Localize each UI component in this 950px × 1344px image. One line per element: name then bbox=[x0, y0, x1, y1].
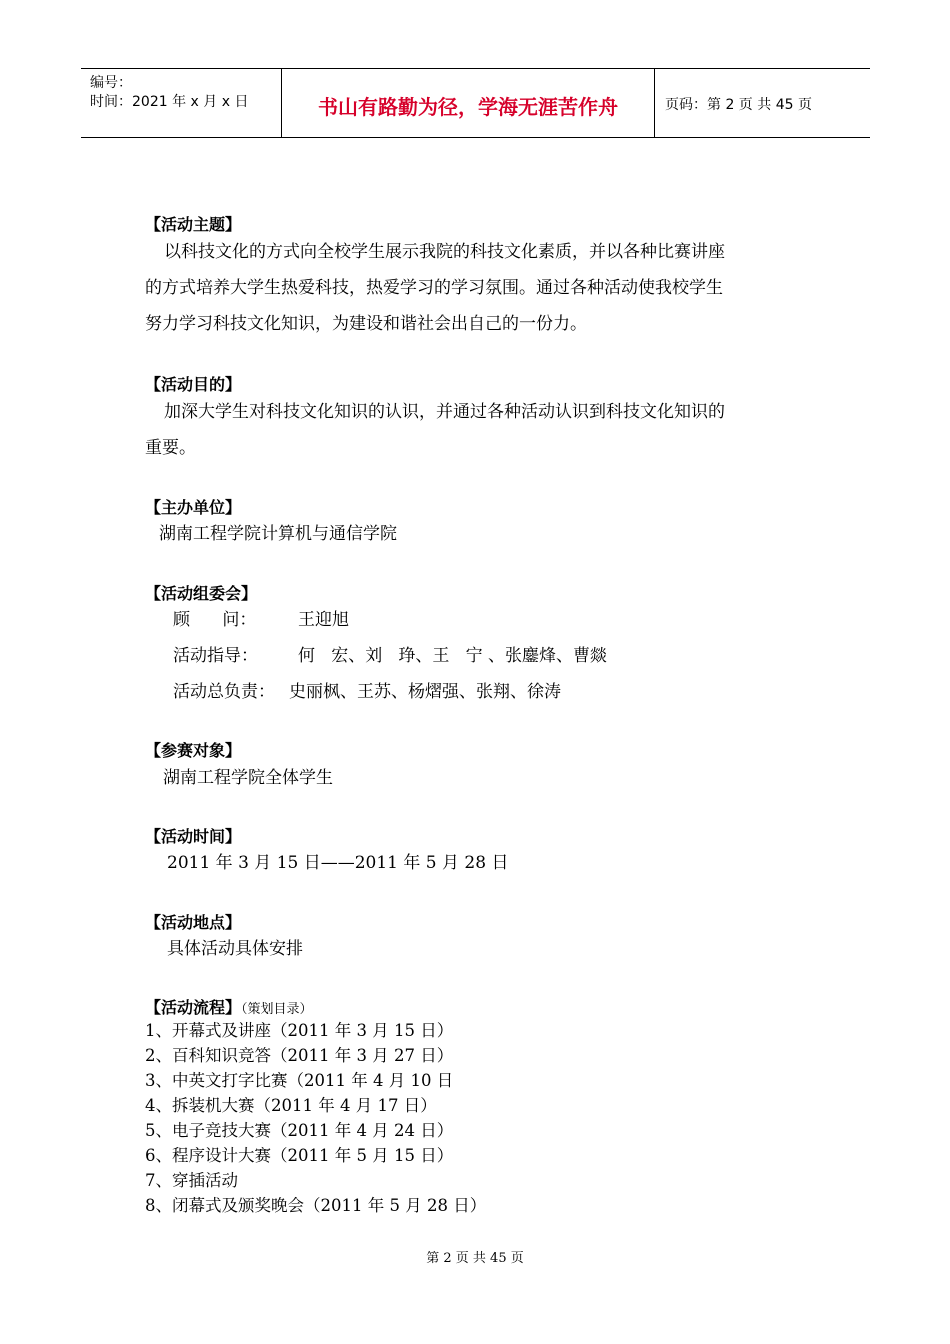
committee-value-advisor: 王迎旭 bbox=[298, 610, 349, 630]
list-item: 7、穿插活动 bbox=[145, 1171, 238, 1190]
list-item: 3、中英文打字比赛（2011 年 4 月 10 日 bbox=[145, 1071, 454, 1090]
header-page-cell bbox=[654, 69, 871, 137]
theme-line-3: 努力学习科技文化知识，为建设和谐社会出自己的一份力。 bbox=[145, 314, 587, 334]
list-item: 1、开幕式及讲座（2011 年 3 月 15 日） bbox=[145, 1021, 454, 1040]
section-title-host: 【主办单位】 bbox=[145, 498, 242, 517]
theme-line-1: 以科技文化的方式向全校学生展示我院的科技文化素质，并以各种比赛讲座 bbox=[164, 242, 725, 262]
document-time-label: 时间：2021 年 x 月 x 日 bbox=[90, 94, 249, 110]
document-number-label: 编号： bbox=[90, 75, 132, 91]
committee-value-lead: 史丽枫、王苏、杨熠强、张翔、徐涛 bbox=[289, 682, 561, 702]
committee-label-guidance: 活动指导： bbox=[173, 646, 258, 666]
committee-value-guidance: 何 宏、刘 琤、王 宁 、张鏖烽、曹燚 bbox=[298, 646, 608, 666]
place-text: 具体活动具体安排 bbox=[167, 939, 303, 959]
list-item: 8、闭幕式及颁奖晚会（2011 年 5 月 28 日） bbox=[145, 1196, 487, 1215]
theme-line-2: 的方式培养大学生热爱科技，热爱学习的学习氛围。通过各种活动使我校学生 bbox=[145, 278, 723, 298]
committee-label-advisor: 顾 问： bbox=[173, 610, 257, 630]
list-item: 2、百科知识竞答（2011 年 3 月 27 日） bbox=[145, 1046, 454, 1065]
flow-list bbox=[145, 1018, 486, 1218]
section-title-participants: 【参赛对象】 bbox=[145, 741, 242, 760]
host-text: 湖南工程学院计算机与通信学院 bbox=[159, 524, 397, 544]
flow-note: （策划目录） bbox=[241, 1002, 313, 1017]
section-title-theme: 【活动主题】 bbox=[145, 215, 242, 234]
header-motto: 书山有路勤为径，学海无涯苦作舟 bbox=[318, 95, 618, 119]
list-item: 6、程序设计大赛（2011 年 5 月 15 日） bbox=[145, 1146, 454, 1165]
section-title-place: 【活动地点】 bbox=[145, 913, 242, 932]
list-item: 4、拆装机大赛（2011 年 4 月 17 日） bbox=[145, 1096, 437, 1115]
committee-label-lead: 活动总负责： bbox=[173, 682, 275, 702]
time-text: 2011 年 3 月 15 日——2011 年 5 月 28 日 bbox=[167, 853, 509, 873]
page-footer: 第 2 页 共 45 页 bbox=[426, 1251, 524, 1266]
participants-text: 湖南工程学院全体学生 bbox=[163, 768, 333, 788]
page-header bbox=[81, 68, 870, 138]
flow-title: 【活动流程】 bbox=[145, 998, 242, 1017]
section-title-committee: 【活动组委会】 bbox=[145, 584, 258, 603]
section-title-time: 【活动时间】 bbox=[145, 827, 242, 846]
header-meta-cell bbox=[81, 69, 282, 137]
purpose-line-1: 加深大学生对科技文化知识的认识，并通过各种活动认识到科技文化知识的 bbox=[164, 402, 725, 422]
section-title-flow bbox=[145, 995, 313, 1018]
purpose-line-2: 重要。 bbox=[145, 438, 196, 458]
header-motto-cell bbox=[282, 69, 654, 137]
header-page-label: 页码：第 2 页 共 45 页 bbox=[665, 97, 812, 113]
list-item: 5、电子竞技大赛（2011 年 4 月 24 日） bbox=[145, 1121, 454, 1140]
section-title-purpose: 【活动目的】 bbox=[145, 375, 242, 394]
